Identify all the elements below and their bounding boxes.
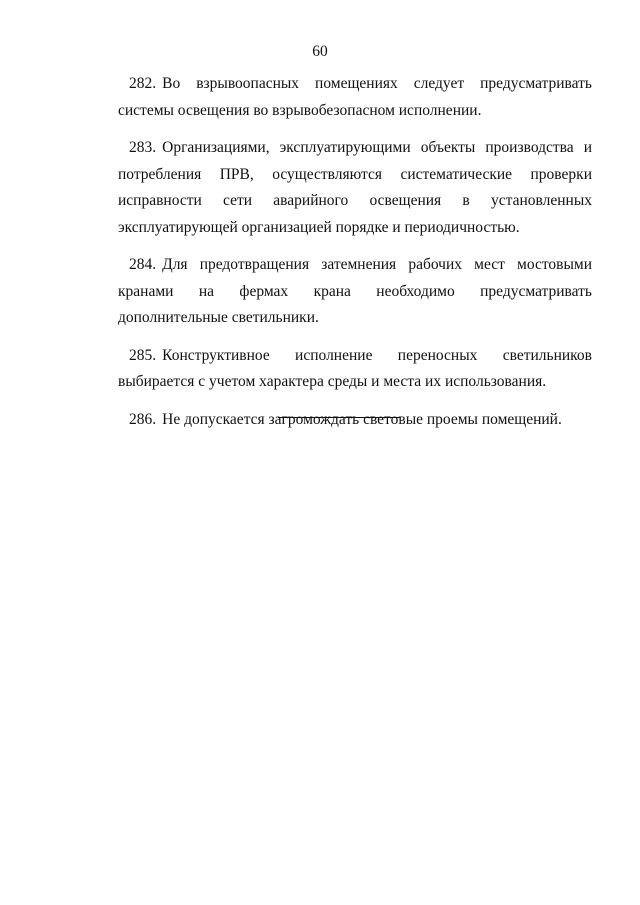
paragraph-text: Организациями, эксплуатирующими объекты производства и потребления ПРВ, осуществляются систематические проверки исправности сети аварийного освещения в установленных эксплуатирующей организацией порядке и периодичностью. [118,139,592,236]
paragraph-285 [118,343,592,396]
paragraph-283 [118,135,592,241]
paragraph-number: 283. [129,139,157,156]
paragraph-number: 285. [129,346,157,364]
paragraph-text: Для предотвращения затемнения рабочих мест мостовыми кранами на фермах крана необходимо предусматривать дополнительные светильники. [118,256,592,326]
document-body [118,71,592,433]
paragraph-282 [118,71,592,124]
page-number: 60 [312,43,328,60]
paragraph-286 [118,407,592,434]
paragraph-text: Во взрывоопасных помещениях следует предусматривать системы освещения во взрывобезопасном исполнении. [118,75,592,119]
paragraph-text: Не допускается загромождать световые проемы помещений. [162,410,562,428]
end-divider-line [278,417,400,418]
paragraph-number: 286. [129,410,157,428]
paragraph-number: 282. [129,75,157,92]
paragraph-number: 284. [129,256,157,273]
paragraph-284 [118,252,592,332]
paragraph-text: Конструктивное исполнение переносных светильников выбирается с учетом характера среды и места их использования. [118,346,592,390]
